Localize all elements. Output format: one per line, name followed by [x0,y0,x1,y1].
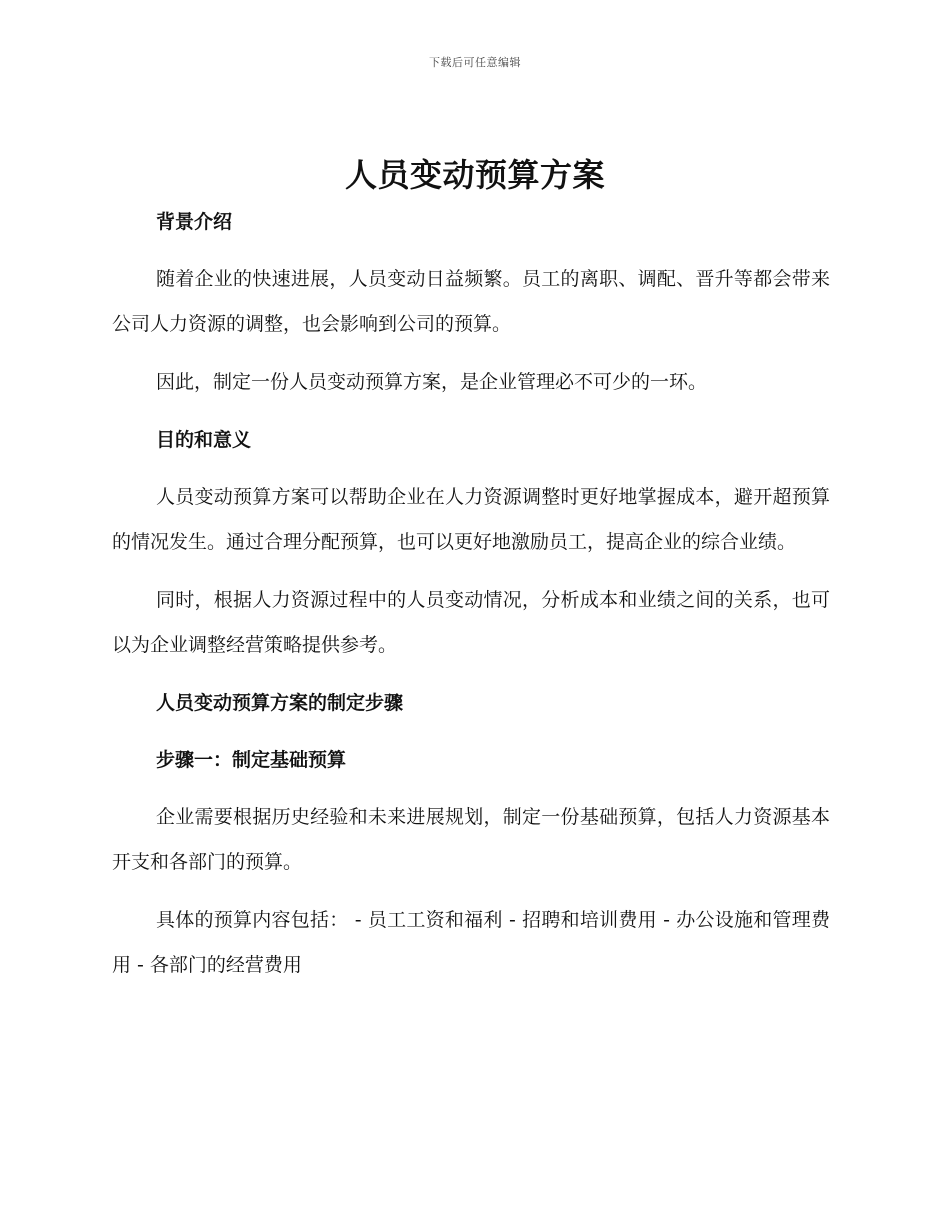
subheading-step-one: 步骤一：制定基础预算 [156,749,347,771]
paragraph: 人员变动预算方案可以帮助企业在人力资源调整时更好地掌握成本，避开超预算的情况发生。通过合理分配预算，也可以更好地激励员工，提高企业的综合业绩。 [112,486,830,553]
section-heading-background: 背景介绍 [156,211,233,233]
section-heading-purpose: 目的和意义 [156,429,252,451]
document-title: 人员变动预算方案 [344,156,605,194]
paragraph: 随着企业的快速进展，人员变动日益频繁。员工的离职、调配、晋升等都会带来公司人力资源的调整，也会影响到公司的预算。 [112,268,830,335]
section-heading-steps: 人员变动预算方案的制定步骤 [156,692,404,714]
paragraph: 因此，制定一份人员变动预算方案，是企业管理必不可少的一环。 [156,371,708,393]
paragraph: 具体的预算内容包括： - 员工工资和福利 - 招聘和培训费用 - 办公设施和管理费用 - 各部门的经营费用 [112,909,830,976]
paragraph: 同时，根据人力资源过程中的人员变动情况，分析成本和业绩之间的关系，也可以为企业调整经营策略提供参考。 [112,589,830,656]
paragraph: 企业需要根据历史经验和未来进展规划，制定一份基础预算，包括人力资源基本开支和各部门的预算。 [112,806,830,873]
document-body [112,200,830,1001]
header-note: 下载后可任意编辑 [429,56,521,69]
